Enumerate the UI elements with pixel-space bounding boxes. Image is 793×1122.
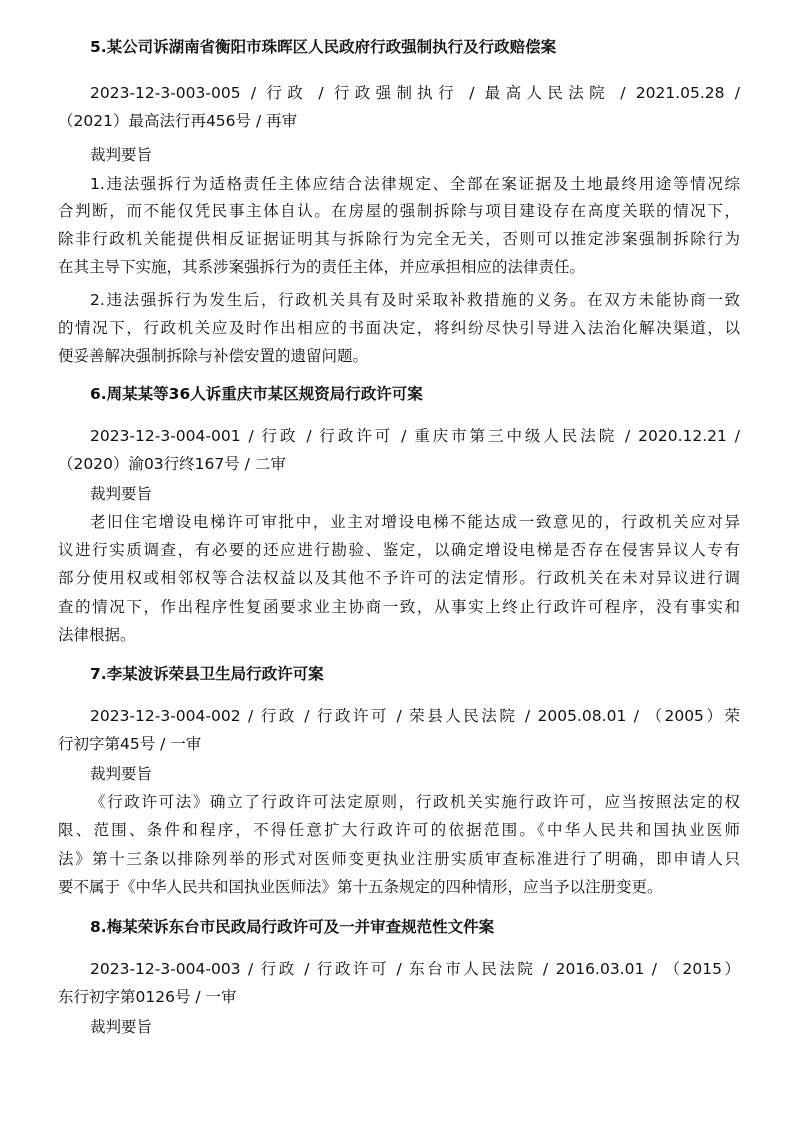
body-line: 老旧住宅增设电梯许可审批中，业主对增设电梯不能达成一致意见的，行政机关应对异: [90, 513, 740, 531]
body-line: 便妥善解决强制拆除与补偿安置的遗留问题。: [58, 347, 369, 365]
summary-label: 裁判要旨: [90, 765, 153, 783]
summary-label: 裁判要旨: [90, 146, 153, 164]
body-line: 1.违法强拆行为适格责任主体应结合法律规定、全部在案证据及土地最终用途等情况综: [90, 175, 740, 193]
body-line: 议进行实质调查，有必要的还应进行勘验、鉴定，以确定增设电梯是否存在侵害异议人专有: [58, 541, 740, 559]
case-title: 8.梅某荣诉东台市民政局行政许可及一并审查规范性文件案: [90, 918, 495, 936]
body-line: 除非行政机关能提供相反证据证明其与拆除行为完全无关，否则可以推定涉案强制拆除行为: [58, 230, 740, 248]
body-line: 要不属于《中华人民共和国执业医师法》第十五条规定的四种情形，应当予以注册变更。: [58, 878, 663, 896]
case-title: 7.李某波诉荣县卫生局行政许可案: [90, 665, 324, 683]
body-line: 《行政许可法》确立了行政许可法定原则，行政机关实施行政许可，应当按照法定的权: [90, 793, 740, 811]
case-meta-line: 东行初字第0126号 / 一审: [58, 988, 237, 1006]
body-line: 的情况下，行政机关应及时作出相应的书面决定，将纠纷尽快引导进入法治化解决渠道，以: [58, 319, 740, 337]
body-line: 合判断，而不能仅凭民事主体自认。在房屋的强制拆除与项目建设存在高度关联的情况下，: [58, 202, 740, 220]
case-meta-line: 2023-12-3-004-001 / 行政 / 行政许可 / 重庆市第三中级人民法院 / 2020.12.21 /: [90, 427, 740, 445]
summary-label: 裁判要旨: [90, 485, 153, 503]
case-meta-line: （2021）最高法行再456号 / 再审: [58, 112, 298, 130]
case-title: 5.某公司诉湖南省衡阳市珠晖区人民政府行政强制执行及行政赔偿案: [90, 38, 557, 56]
body-line: 法》第十三条以排除列举的形式对医师变更执业注册实质审查标准进行了明确，即申请人只: [58, 850, 740, 868]
case-title: 6.周某某等36人诉重庆市某区规资局行政许可案: [90, 385, 423, 403]
case-meta-line: 行初字第45号 / 一审: [58, 735, 202, 753]
case-meta-line: 2023-12-3-004-002 / 行政 / 行政许可 / 荣县人民法院 / 2005.08.01 / （2005）荣: [90, 707, 740, 725]
body-line: 查的情况下，作出程序性复函要求业主协商一致，从事实上终止行政许可程序，没有事实和: [58, 598, 740, 616]
body-line: 法律根据。: [58, 626, 136, 644]
summary-label: 裁判要旨: [90, 1018, 153, 1036]
case-meta-line: 2023-12-3-003-005 / 行政 / 行政强制执行 / 最高人民法院 / 2021.05.28 /: [90, 84, 740, 102]
body-line: 部分使用权或相邻权等合法权益以及其他不予许可的法定情形。行政机关在未对异议进行调: [58, 569, 740, 587]
case-meta-line: 2023-12-3-004-003 / 行政 / 行政许可 / 东台市人民法院 / 2016.03.01 / （2015）: [90, 960, 740, 978]
body-line: 2.违法强拆行为发生后，行政机关具有及时采取补救措施的义务。在双方未能协商一致: [90, 291, 740, 309]
body-line: 限、范围、条件和程序，不得任意扩大行政许可的依据范围。《中华人民共和国执业医师: [58, 821, 740, 839]
body-line: 在其主导下实施，其系涉案强拆行为的责任主体，并应承担相应的法律责任。: [58, 258, 586, 276]
case-meta-line: （2020）渝03行终167号 / 二审: [58, 455, 286, 473]
